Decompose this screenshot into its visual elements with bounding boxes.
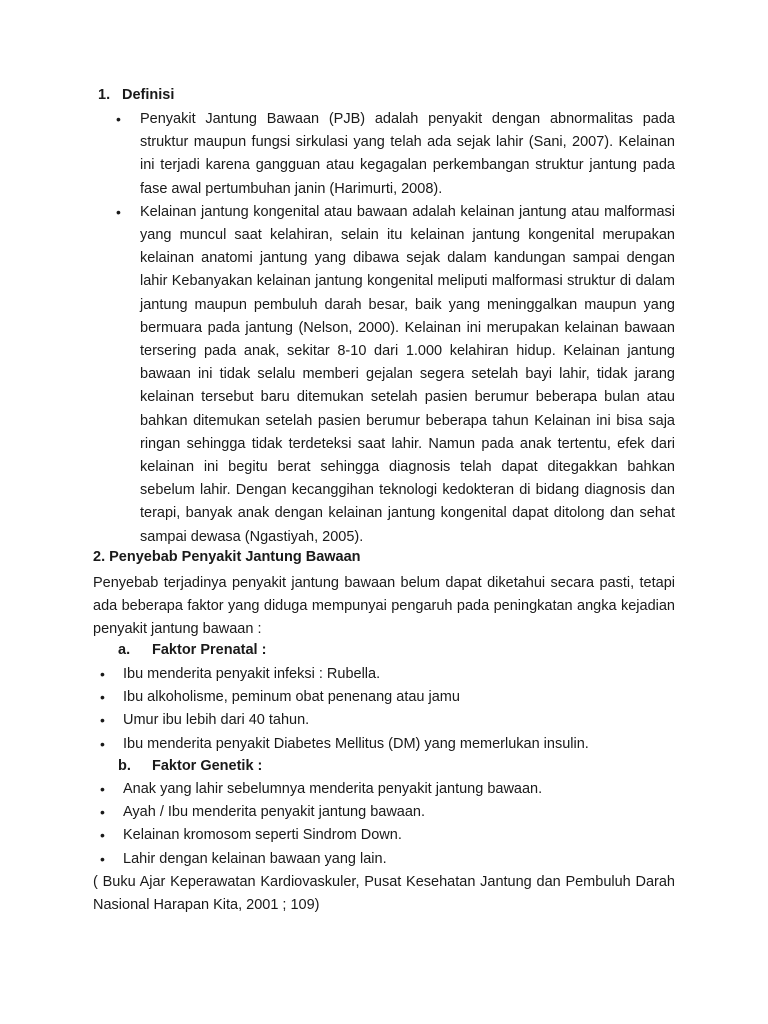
factor-b-heading (118, 756, 262, 776)
bullet-icon: • (100, 804, 105, 821)
definition-text: Penyakit Jantung Bawaan (PJB) adalah penyakit dengan abnormalitas pada struktur maupun fungsi sirkulasi yang telah ada sejak lahir (Sani, 2007). Kelainan ini terjadi karena gangguan atau kegagalan perkembangan struktur jantung pada fase awal pertumbuhan janin (Harimurti, 2008). (140, 111, 675, 197)
list-item-text: Ayah / Ibu menderita penyakit jantung bawaan. (123, 804, 426, 821)
list-item (93, 663, 675, 686)
bullet-icon: • (100, 735, 105, 752)
source-citation: ( Buku Ajar Keperawatan Kardiovaskuler, Pusat Kesehatan Jantung dan Pembuluh Darah Nasional Harapan Kita, 2001 ; 109) (93, 874, 675, 914)
list-item (93, 686, 675, 709)
definition-item (110, 201, 675, 549)
list-item (93, 848, 675, 871)
list-item-text: Ibu menderita penyakit infeksi : Rubella. (123, 666, 381, 682)
bullet-icon: • (100, 781, 105, 797)
factor-a-title: Faktor Prenatal : (152, 642, 267, 658)
list-item (93, 733, 675, 756)
bullet-icon: • (100, 827, 105, 844)
definition-item (110, 108, 675, 201)
definition-list (110, 108, 675, 549)
genetic-factor-list (93, 778, 675, 871)
bullet-icon: • (116, 111, 121, 127)
definition-text: Kelainan jantung kongenital atau bawaan adalah kelainan jantung atau malformasi yang muncul saat kelahiran, selain itu kelainan jantung kongenital merupakan kelainan anatomi jantung yang dibawa sejak dalam kandungan sampai dengan lahir Kebanyakan kelainan jantung kongenital meliputi malformasi struktur di dalam jantung maupun pembuluh darah besar, baik yang meninggalkan maupun yang bermuara pada jantung (Nelson, 2000). Kelainan ini merupakan kelainan bawaan tersering pada anak, sekitar 8-10 dari 1.000 kelahiran hidup. Kelainan jantung bawaan ini tidak selalu memberi gejalan segera setelah bayi lahir, tidak jarang kelainan tersebut baru ditemukan setelah pasien berumur beberapa bulan atau bahkan ditemukan setelah pasien berumur beberapa tahun Kelainan ini bisa saja ringan sehingga tidak terdeteksi saat lahir. Namun pada anak tertentu, efek dari kelainan ini begitu berat sehingga diagnosis telah dapat ditegakkan bahkan sebelum lahir. Dengan kecanggihan teknologi kedokteran di bidang diagnosis dan terapi, banyak anak dengan kelainan jantung kongenital dapat ditolong dan sehat sampai dewasa (Ngastiyah, 2005). (140, 203, 675, 545)
bullet-icon: • (100, 712, 105, 729)
list-item-text: Umur ibu lebih dari 40 tahun. (123, 712, 310, 729)
section-1-heading (98, 85, 174, 105)
factor-a-letter: a. (118, 642, 131, 658)
section-2-heading: 2. Penyebab Penyakit Jantung Bawaan (93, 549, 361, 565)
bullet-icon: • (100, 666, 105, 682)
list-item (93, 801, 675, 824)
factor-a-heading (118, 640, 266, 660)
list-item-text: Ibu alkoholisme, peminum obat penenang atau jamu (123, 689, 460, 706)
list-item-text: Ibu menderita penyakit Diabetes Mellitus (DM) yang memerlukan insulin. (123, 735, 589, 752)
list-item-text: Lahir dengan kelainan bawaan yang lain. (123, 850, 387, 867)
prenatal-factor-list (93, 663, 675, 756)
section-2-intro: Penyebab terjadinya penyakit jantung bawaan belum dapat diketahui secara pasti, tetapi ada beberapa faktor yang diduga mempunyai pengaruh pada peningkatan angka kejadian penyakit jantung bawaan : (93, 575, 675, 638)
factor-b-letter: b. (118, 758, 131, 774)
list-item-text: Anak yang lahir sebelumnya menderita penyakit jantung bawaan. (123, 781, 543, 797)
bullet-icon: • (100, 850, 105, 867)
section-1-number: 1. (98, 87, 111, 103)
bullet-icon: • (116, 203, 121, 220)
bullet-icon: • (100, 689, 105, 706)
list-item (93, 824, 675, 847)
list-item-text: Kelainan kromosom seperti Sindrom Down. (123, 827, 402, 844)
factor-b-title: Faktor Genetik : (152, 758, 263, 774)
list-item (93, 709, 675, 732)
section-1-title: Definisi (122, 87, 175, 103)
list-item (93, 778, 675, 801)
